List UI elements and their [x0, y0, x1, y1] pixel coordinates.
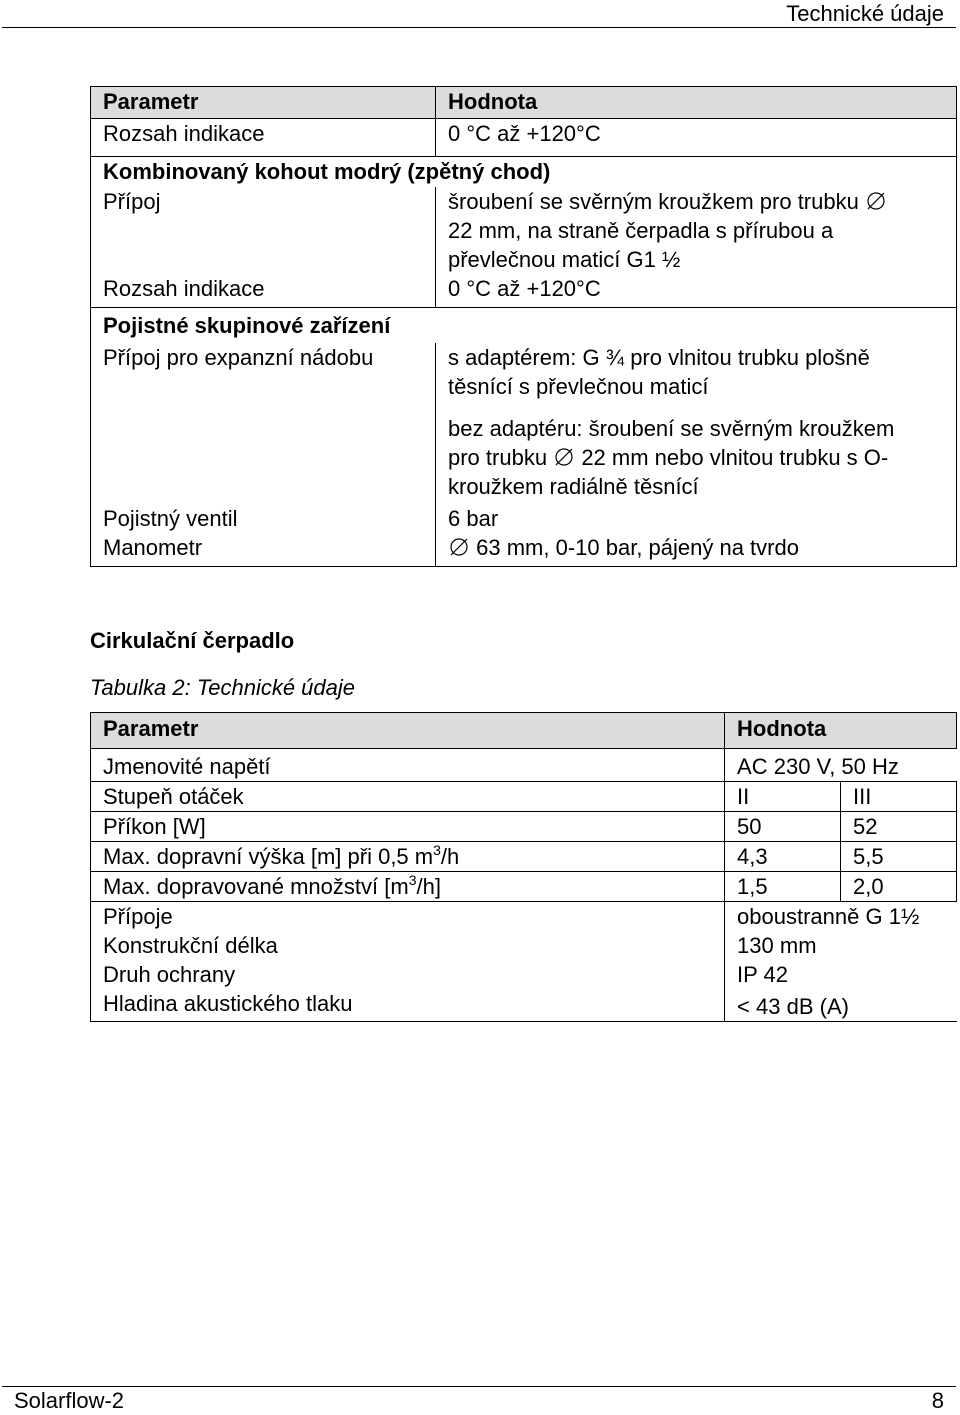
- param-cell: Hladina akustického tlaku: [91, 989, 725, 1022]
- table-row: [91, 960, 957, 989]
- value-line: 22 mm, na straně čerpadla s přírubou a: [448, 218, 834, 243]
- section-title: Cirkulační čerpadlo: [90, 628, 295, 653]
- param-cell: Jmenovité napětí: [91, 749, 725, 782]
- param-cell: Přípoj pro expanzní nádobu: [91, 343, 436, 504]
- column-header-parameter: Parametr: [91, 87, 436, 119]
- value-line: s adaptérem: G ¾ pro vlnitou trubku plošně: [448, 345, 870, 370]
- pump-data-table: [90, 712, 957, 1022]
- diameter-symbol-icon: [865, 190, 887, 212]
- table-row: [91, 989, 957, 1022]
- table-row: [91, 343, 957, 504]
- value-cell: II: [725, 782, 841, 812]
- param-cell: [91, 872, 725, 902]
- param-cell: Druh ochrany: [91, 960, 725, 989]
- value-cell: 5,5: [841, 842, 957, 872]
- table-header-row: [91, 713, 957, 749]
- superscript: 3: [408, 872, 417, 888]
- value-cell: < 43 dB (A): [725, 989, 957, 1022]
- value-cell: 4,3: [725, 842, 841, 872]
- diameter-symbol-icon: [553, 446, 575, 468]
- table-header-row: [91, 87, 957, 119]
- table-row: [91, 274, 957, 308]
- table-row: [91, 504, 957, 533]
- param-cell: Rozsah indikace: [91, 274, 436, 308]
- param-cell: Přípoj: [91, 187, 436, 274]
- value-line: kroužkem radiálně těsnící: [448, 474, 699, 499]
- value-text: šroubení se svěrným kroužkem pro trubku: [448, 189, 859, 214]
- param-cell: Rozsah indikace: [91, 119, 436, 157]
- footer-divider: [2, 1386, 956, 1387]
- value-cell: IP 42: [725, 960, 957, 989]
- value-cell: 2,0: [841, 872, 957, 902]
- value-text: 22 mm nebo vlnitou trubku s O-: [581, 445, 889, 470]
- footer-page-number: 8: [931, 1388, 944, 1413]
- param-cell: Konstrukční délka: [91, 931, 725, 960]
- value-cell: [436, 343, 957, 504]
- value-line: [448, 187, 944, 216]
- value-cell: 52: [841, 812, 957, 842]
- table-row: [91, 119, 957, 157]
- table-row: [91, 931, 957, 960]
- footer-product-name: Solarflow-2: [14, 1388, 125, 1413]
- value-line: těsnící s převlečnou maticí: [448, 374, 709, 399]
- value-line: bez adaptéru: šroubení se svěrným kroužkem: [448, 416, 895, 441]
- value-cell: 50: [725, 812, 841, 842]
- technical-data-table: [90, 86, 957, 567]
- value-cell: 0 °C až +120°C: [436, 274, 957, 308]
- table-row: [91, 749, 957, 782]
- superscript: 3: [433, 842, 441, 858]
- column-header-value: Hodnota: [436, 87, 957, 119]
- param-cell: Manometr: [91, 533, 436, 567]
- value-text: 63 mm, 0-10 bar, pájený na tvrdo: [476, 535, 799, 560]
- table-row: [91, 872, 957, 902]
- diameter-symbol-icon: [448, 536, 470, 558]
- param-text: /h: [440, 844, 460, 869]
- table-row: [91, 533, 957, 567]
- param-cell: Přípoje: [91, 902, 725, 932]
- value-line: převlečnou maticí G1 ½: [448, 247, 681, 272]
- value-cell: [436, 187, 957, 274]
- param-cell: Stupeň otáček: [91, 782, 725, 812]
- table-row: [91, 782, 957, 812]
- table-row: [91, 842, 957, 872]
- column-header-value: Hodnota: [725, 713, 957, 749]
- page-header-title: Technické údaje: [786, 1, 944, 26]
- value-line: [448, 443, 944, 472]
- value-text: pro trubku: [448, 445, 548, 470]
- value-cell: 6 bar: [436, 504, 957, 533]
- value-cell: oboustranně G 1½: [725, 902, 957, 932]
- table-row: [91, 187, 957, 274]
- section-row: [91, 157, 957, 188]
- table-row: [91, 812, 957, 842]
- value-cell: 1,5: [725, 872, 841, 902]
- spacer: [448, 401, 944, 414]
- value-cell: III: [841, 782, 957, 812]
- value-cell: 130 mm: [725, 931, 957, 960]
- section-row: [91, 308, 957, 344]
- value-cell: 0 °C až +120°C: [436, 119, 957, 157]
- param-text: Max. dopravované množství [m: [103, 874, 409, 899]
- param-text: /h]: [416, 874, 441, 899]
- table-caption: Tabulka 2: Technické údaje: [90, 675, 356, 700]
- header-divider: [2, 27, 956, 28]
- param-cell: [91, 842, 725, 872]
- column-header-parameter: Parametr: [91, 713, 725, 749]
- param-cell: Příkon [W]: [91, 812, 725, 842]
- section-heading-safety-group: Pojistné skupinové zařízení: [91, 308, 957, 344]
- table-row: [91, 902, 957, 932]
- param-text: Max. dopravní výška [m] při 0,5 m: [103, 844, 434, 869]
- value-cell: AC 230 V, 50 Hz: [725, 749, 957, 782]
- section-heading-combined-valve: Kombinovaný kohout modrý (zpětný chod): [91, 157, 957, 188]
- param-cell: Pojistný ventil: [91, 504, 436, 533]
- value-cell: [436, 533, 957, 567]
